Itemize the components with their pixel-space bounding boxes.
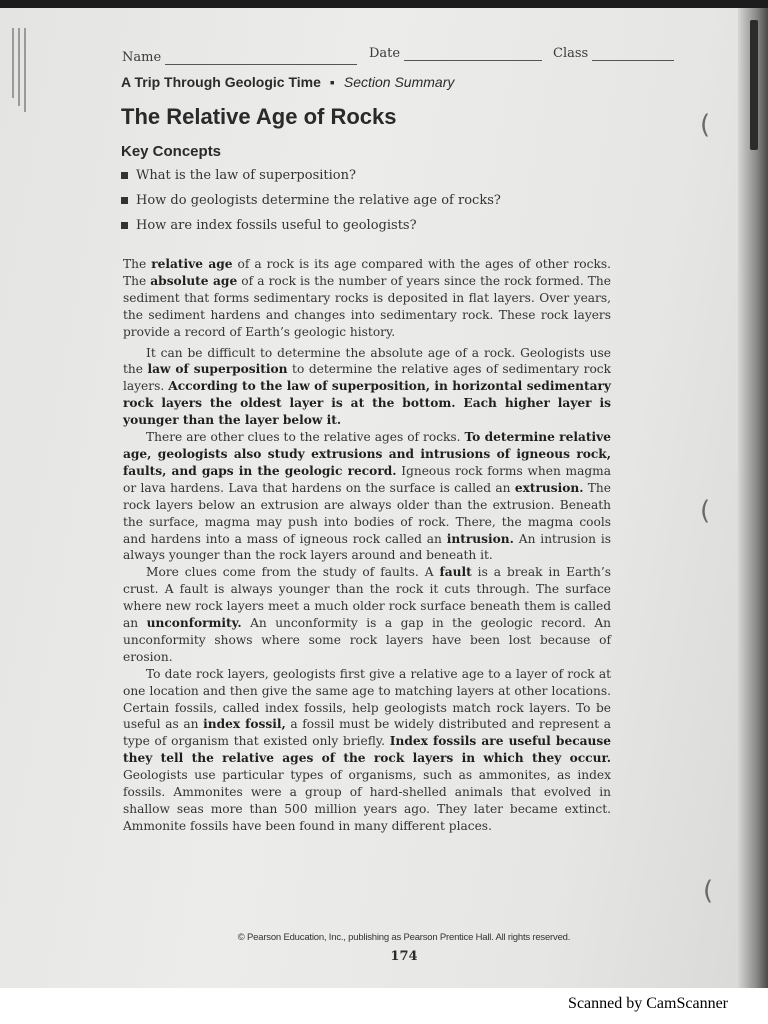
paragraph: [123, 256, 611, 341]
binding-mark: [750, 20, 758, 150]
text-run: Igneous rock forms when magma or lava hardens. Lava that hardens on the surface is called an: [123, 463, 612, 495]
list-item: [121, 168, 601, 193]
key-term: absolute age: [150, 273, 238, 288]
concept-text: What is the law of superposition?: [136, 168, 356, 183]
key-term: fault: [439, 565, 472, 580]
key-concepts-heading: Key Concepts: [121, 143, 222, 160]
key-term: extrusion.: [514, 480, 584, 495]
key-term: To determine relative age, geologists also study extrusions and intrusions of igneous rock, faults, and gaps in the geologic record.: [123, 430, 611, 478]
scanner-watermark: Scanned by CamScanner: [568, 995, 728, 1012]
class-blank-line[interactable]: [592, 48, 674, 61]
square-bullet-icon: [121, 222, 128, 229]
paragraph: [123, 429, 611, 564]
square-bullet-icon: [121, 197, 128, 204]
key-term: unconformity.: [146, 616, 242, 631]
text-run: More clues come from the study of faults. A: [146, 565, 440, 580]
text-run: a fossil must be widely distributed and represent a type of organism that existed only briefly.: [123, 717, 612, 749]
hole-punch-mark: (: [700, 110, 711, 140]
hole-punch-mark: (: [703, 876, 714, 906]
text-run: to determine the relative ages of sedimentary rock layers.: [123, 362, 611, 394]
key-concepts-list: [121, 168, 601, 243]
list-item: [121, 193, 601, 218]
paragraph: [123, 666, 611, 835]
binder-line: [18, 28, 20, 106]
summary-body: [123, 256, 611, 835]
date-field[interactable]: [369, 46, 542, 61]
key-term: According to the law of superposition, in horizontal sedimentary rock layers the oldest layer is at the bottom. Each higher layer is younger than the layer below it.: [123, 379, 611, 428]
chapter-subtitle: [121, 74, 621, 90]
date-label: Date: [369, 46, 401, 61]
page-title: The Relative Age of Rocks: [121, 104, 397, 129]
key-term: index fossil,: [203, 717, 286, 732]
binder-line: [24, 28, 26, 112]
hole-punch-mark: (: [700, 496, 711, 526]
text-run: An unconformity is a gap in the geologic record. An unconformity shows where some rock layers have been lost because of erosion.: [123, 616, 611, 664]
key-term: Index fossils are useful because they tell the relative ages of the rock layers in which they occur.: [123, 734, 611, 766]
name-blank-line[interactable]: [165, 52, 357, 65]
text-run: is a break in Earth’s crust. A fault is always younger than the rock it cuts through. The surface where new rock layers meet a much older rock surface beneath them is called an: [123, 565, 611, 631]
paragraph: [123, 564, 611, 665]
date-blank-line[interactable]: [404, 48, 542, 61]
worksheet-page: [0, 8, 768, 988]
concept-text: How do geologists determine the relative age of rocks?: [136, 193, 501, 208]
name-field[interactable]: [122, 50, 357, 65]
chapter-name: A Trip Through Geologic Time: [121, 74, 321, 90]
text-run: of a rock is its age compared with the ages of other rocks. The: [123, 257, 611, 288]
separator-bullet: ▪: [329, 74, 335, 90]
list-item: [121, 218, 601, 243]
binder-line: [12, 28, 14, 98]
copyright-notice: © Pearson Education, Inc., publishing as Pearson Prentice Hall. All rights reserved.: [237, 932, 571, 943]
class-label: Class: [553, 46, 589, 61]
paragraph: [123, 345, 611, 430]
text-run: It can be difficult to determine the absolute age of a rock. Geologists use the: [123, 345, 611, 377]
text-run: An intrusion is always younger than the rock layers around and beneath it.: [123, 531, 611, 563]
key-term: relative age: [151, 257, 233, 271]
text-run: To date rock layers, geologists first give a relative age to a layer of rock at one location and then give the same age to matching layers at other locations. Certain fossils, called index fossils, help geologists match rock layers. To be useful as an: [123, 666, 611, 732]
section-label: Section Summary: [343, 74, 455, 90]
student-info-row: [122, 38, 682, 65]
page-right-edge-shadow: [738, 8, 768, 988]
page-number: 174: [390, 949, 418, 964]
text-run: The: [123, 257, 152, 271]
text-run: There are other clues to the relative ages of rocks.: [146, 430, 465, 445]
concept-text: How are index fossils useful to geologists?: [136, 218, 417, 233]
scan-top-border: [0, 0, 768, 8]
key-term: intrusion.: [446, 531, 514, 546]
square-bullet-icon: [121, 172, 128, 179]
text-run: The rock layers below an extrusion are always older than the extrusion. Beneath the surface, magma may push into bodies of rock. There, the magma cools and hardens into a mass of igneous rock called an: [123, 480, 611, 546]
name-label: Name: [122, 50, 162, 65]
text-run: of a rock is the number of years since the rock formed. The sediment that forms sedimentary rocks is deposited in flat layers. Over years, the sediment hardens and changes into sedimentary rock. These rock layers provide a record of Earth’s geologic history.: [123, 273, 611, 339]
key-term: law of superposition: [147, 362, 288, 377]
class-field[interactable]: [553, 46, 674, 61]
text-run: Geologists use particular types of organisms, such as ammonites, as index fossils. Ammonites were a group of hard-shelled animals that evolved in shallow seas more than 500 million years ago. They later became extinct. Ammonite fossils have been found in many different places.: [123, 768, 611, 833]
